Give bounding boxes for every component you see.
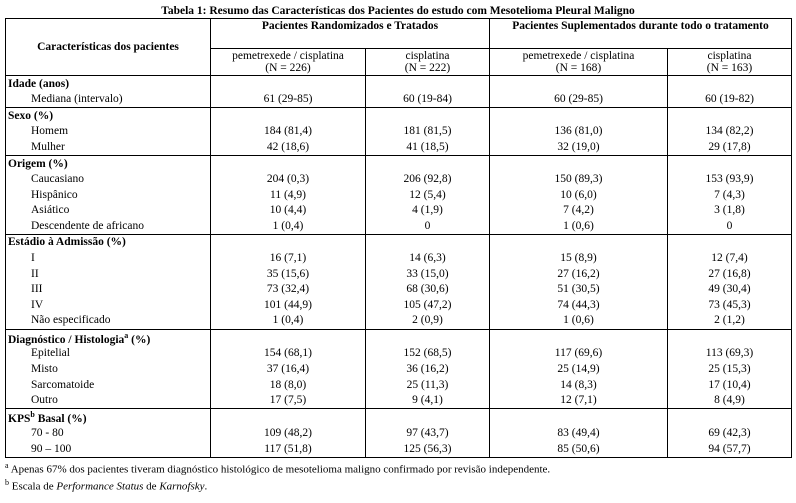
cell-value: 16 (7,1)	[211, 251, 366, 267]
section-title: Sexo (%)	[6, 108, 211, 124]
section-header	[6, 409, 792, 426]
cell-value: 85 (50,6)	[490, 441, 668, 457]
empty-cell	[211, 409, 366, 426]
cell-value: 37 (16,4)	[211, 361, 366, 377]
empty-cell	[211, 108, 366, 124]
table-body	[6, 76, 792, 458]
cell-value: 32 (19,0)	[490, 139, 668, 155]
cell-value: 113 (69,3)	[705, 347, 754, 360]
header-col-1: pemetrexede / cisplatina (N = 226)	[211, 49, 366, 76]
empty-cell	[366, 108, 490, 124]
table-row	[6, 297, 792, 313]
table-row	[6, 218, 792, 234]
empty-cell	[366, 76, 490, 92]
empty-cell	[366, 234, 490, 250]
section-title: Idade (anos)	[6, 76, 211, 92]
cell-value: 15 (8,9)	[490, 251, 668, 267]
cell-value: 117 (69,6)	[490, 346, 668, 362]
row-label: Caucasiano	[6, 172, 211, 188]
empty-cell	[668, 329, 792, 346]
table-row	[6, 139, 792, 155]
row-label: Descendente de africano	[6, 218, 211, 234]
cell-value: 105 (47,2)	[366, 297, 490, 313]
cell-value: 204 (0,3)	[211, 172, 366, 188]
empty-cell	[211, 155, 366, 171]
section-header	[6, 329, 792, 346]
empty-cell	[366, 329, 490, 346]
empty-cell	[211, 234, 366, 250]
cell-value: 2 (0,9)	[366, 313, 490, 329]
header-characteristics: Características dos pacientes	[6, 19, 211, 76]
table-row	[6, 187, 792, 203]
header-group-supplemented: Pacientes Suplementados durante todo o tratamento	[512, 20, 769, 32]
cell-value: 11 (4,9)	[211, 187, 366, 203]
document	[5, 0, 791, 494]
cell-value: 83 (49,4)	[490, 426, 668, 442]
cell-value: 1 (0,6)	[490, 218, 668, 234]
cell-value: 8 (4,9)	[714, 394, 745, 407]
row-label: Hispânico	[6, 187, 211, 203]
cell-value: 17 (10,4)	[708, 378, 751, 391]
cell-value: 29 (17,8)	[708, 140, 751, 153]
cell-value: 97 (43,7)	[366, 426, 490, 442]
cell-value: 69 (42,3)	[708, 427, 751, 440]
table-row	[6, 92, 792, 108]
empty-cell	[490, 234, 668, 250]
section-title: KPS$^b$ Basal (%)	[6, 409, 211, 426]
cell-value: 206 (92,8)	[366, 172, 490, 188]
empty-cell	[490, 409, 668, 426]
row-label: Não especificado	[6, 313, 211, 329]
section-header	[6, 76, 792, 92]
header-group-randomized: Pacientes Randomizados e Tratados	[211, 19, 490, 49]
row-label: Misto	[6, 361, 211, 377]
table-row	[6, 124, 792, 140]
row-label: Mediana (intervalo)	[6, 92, 211, 108]
cell-value: 0	[366, 218, 490, 234]
header-col-4: cisplatina (N = 163)	[668, 49, 792, 76]
table-row	[6, 251, 792, 267]
section-title: Origem (%)	[6, 155, 211, 171]
cell-value: 3 (1,8)	[714, 204, 745, 217]
footnote-a: $^a$ Apenas 67% dos pacientes tiveram diagnóstico histológico de mesotelioma maligno confirmado por revisão independente.	[5, 460, 551, 476]
cell-value: 42 (18,6)	[211, 139, 366, 155]
cell-value: 61 (29-85)	[211, 92, 366, 108]
cell-value: 14 (6,3)	[366, 251, 490, 267]
cell-value: 181 (81,5)	[366, 124, 490, 140]
empty-cell	[490, 108, 668, 124]
cell-value: 117 (51,8)	[211, 441, 366, 457]
cell-value: 14 (8,3)	[490, 377, 668, 393]
cell-value: 36 (16,2)	[366, 361, 490, 377]
cell-value: 12 (7,4)	[711, 252, 748, 265]
header-col-3: pemetrexede / cisplatina (N = 168)	[490, 49, 668, 76]
row-label: 70 - 80	[6, 426, 211, 442]
row-label: IV	[6, 297, 211, 313]
table-title: Tabela 1: Resumo das Características dos Pacientes do estudo com Mesotelioma Pleural Maligno	[161, 5, 635, 17]
empty-cell	[668, 155, 792, 171]
footnote-b: $^b$ Escala de Performance Status de Karnofsky.	[5, 478, 208, 494]
row-label: Epitelial	[6, 346, 211, 362]
empty-cell	[211, 329, 366, 346]
cell-value: 136 (81,0)	[490, 124, 668, 140]
section-title: Estádio à Admissão (%)	[6, 234, 211, 250]
table-row	[6, 172, 792, 188]
empty-cell	[490, 329, 668, 346]
cell-value: 150 (89,3)	[490, 172, 668, 188]
cell-value: 184 (81,4)	[211, 124, 366, 140]
cell-value: 27 (16,2)	[490, 266, 668, 282]
table-row	[6, 266, 792, 282]
empty-cell	[366, 155, 490, 171]
cell-value: 154 (68,1)	[211, 346, 366, 362]
cell-value: 153 (93,9)	[705, 173, 754, 186]
row-label: III	[6, 282, 211, 298]
cell-value: 9 (4,1)	[366, 393, 490, 409]
cell-value: 51 (30,5)	[490, 282, 668, 298]
row-label: I	[6, 251, 211, 267]
cell-value: 25 (14,9)	[490, 361, 668, 377]
cell-value: 152 (68,5)	[366, 346, 490, 362]
cell-value: 4 (1,9)	[366, 203, 490, 219]
section-header	[6, 155, 792, 171]
cell-value: 73 (32,4)	[211, 282, 366, 298]
cell-value: 49 (30,4)	[708, 283, 751, 296]
empty-cell	[490, 155, 668, 171]
empty-cell	[211, 76, 366, 92]
empty-cell	[490, 76, 668, 92]
cell-value: 74 (44,3)	[490, 297, 668, 313]
table-row	[6, 377, 792, 393]
cell-value: 12 (7,1)	[490, 393, 668, 409]
empty-cell	[366, 409, 490, 426]
empty-cell	[668, 108, 792, 124]
row-label: Mulher	[6, 139, 211, 155]
cell-value: 41 (18,5)	[366, 139, 490, 155]
cell-value: 101 (44,9)	[211, 297, 366, 313]
cell-value: 1 (0,4)	[211, 218, 366, 234]
table-row	[6, 282, 792, 298]
cell-value: 25 (11,3)	[366, 377, 490, 393]
cell-value: 73 (45,3)	[708, 298, 751, 311]
cell-value: 12 (5,4)	[366, 187, 490, 203]
row-label: Asiático	[6, 203, 211, 219]
cell-value: 7 (4,3)	[714, 188, 745, 201]
cell-value: 68 (30,6)	[366, 282, 490, 298]
table-row	[6, 361, 792, 377]
table-row	[6, 426, 792, 442]
row-label: Outro	[6, 393, 211, 409]
section-header	[6, 108, 792, 124]
table-row	[6, 441, 792, 457]
cell-value: 1 (0,4)	[211, 313, 366, 329]
table-row	[6, 393, 792, 409]
cell-value: 134 (82,2)	[705, 125, 754, 138]
cell-value: 18 (8,0)	[211, 377, 366, 393]
characteristics-table	[5, 18, 792, 458]
row-label: II	[6, 266, 211, 282]
cell-value: 1 (0,6)	[490, 313, 668, 329]
cell-value: 60 (19-82)	[705, 93, 754, 106]
cell-value: 125 (56,3)	[366, 441, 490, 457]
row-label: Sarcomatoide	[6, 377, 211, 393]
cell-value: 60 (19-84)	[366, 92, 490, 108]
cell-value: 94 (57,7)	[708, 442, 751, 455]
table-row	[6, 346, 792, 362]
row-label: Homem	[6, 124, 211, 140]
section-header	[6, 234, 792, 250]
cell-value: 25 (15,3)	[708, 362, 751, 375]
footnotes	[5, 459, 791, 494]
cell-value: 33 (15,0)	[366, 266, 490, 282]
cell-value: 109 (48,2)	[211, 426, 366, 442]
empty-cell	[668, 76, 792, 92]
header-col-2: cisplatina (N = 222)	[366, 49, 490, 76]
cell-value: 2 (1,2)	[714, 314, 745, 327]
cell-value: 10 (6,0)	[490, 187, 668, 203]
cell-value: 27 (16,8)	[708, 267, 751, 280]
cell-value: 35 (15,6)	[211, 266, 366, 282]
empty-cell	[668, 234, 792, 250]
table-row	[6, 313, 792, 329]
cell-value: 7 (4,2)	[490, 203, 668, 219]
cell-value: 17 (7,5)	[211, 393, 366, 409]
cell-value: 0	[726, 219, 733, 232]
cell-value: 10 (4,4)	[211, 203, 366, 219]
section-title: Diagnóstico / Histologia$^a$ (%)	[6, 329, 211, 346]
empty-cell	[668, 409, 792, 426]
cell-value: 60 (29-85)	[490, 92, 668, 108]
table-row	[6, 203, 792, 219]
row-label: 90 – 100	[6, 441, 211, 457]
